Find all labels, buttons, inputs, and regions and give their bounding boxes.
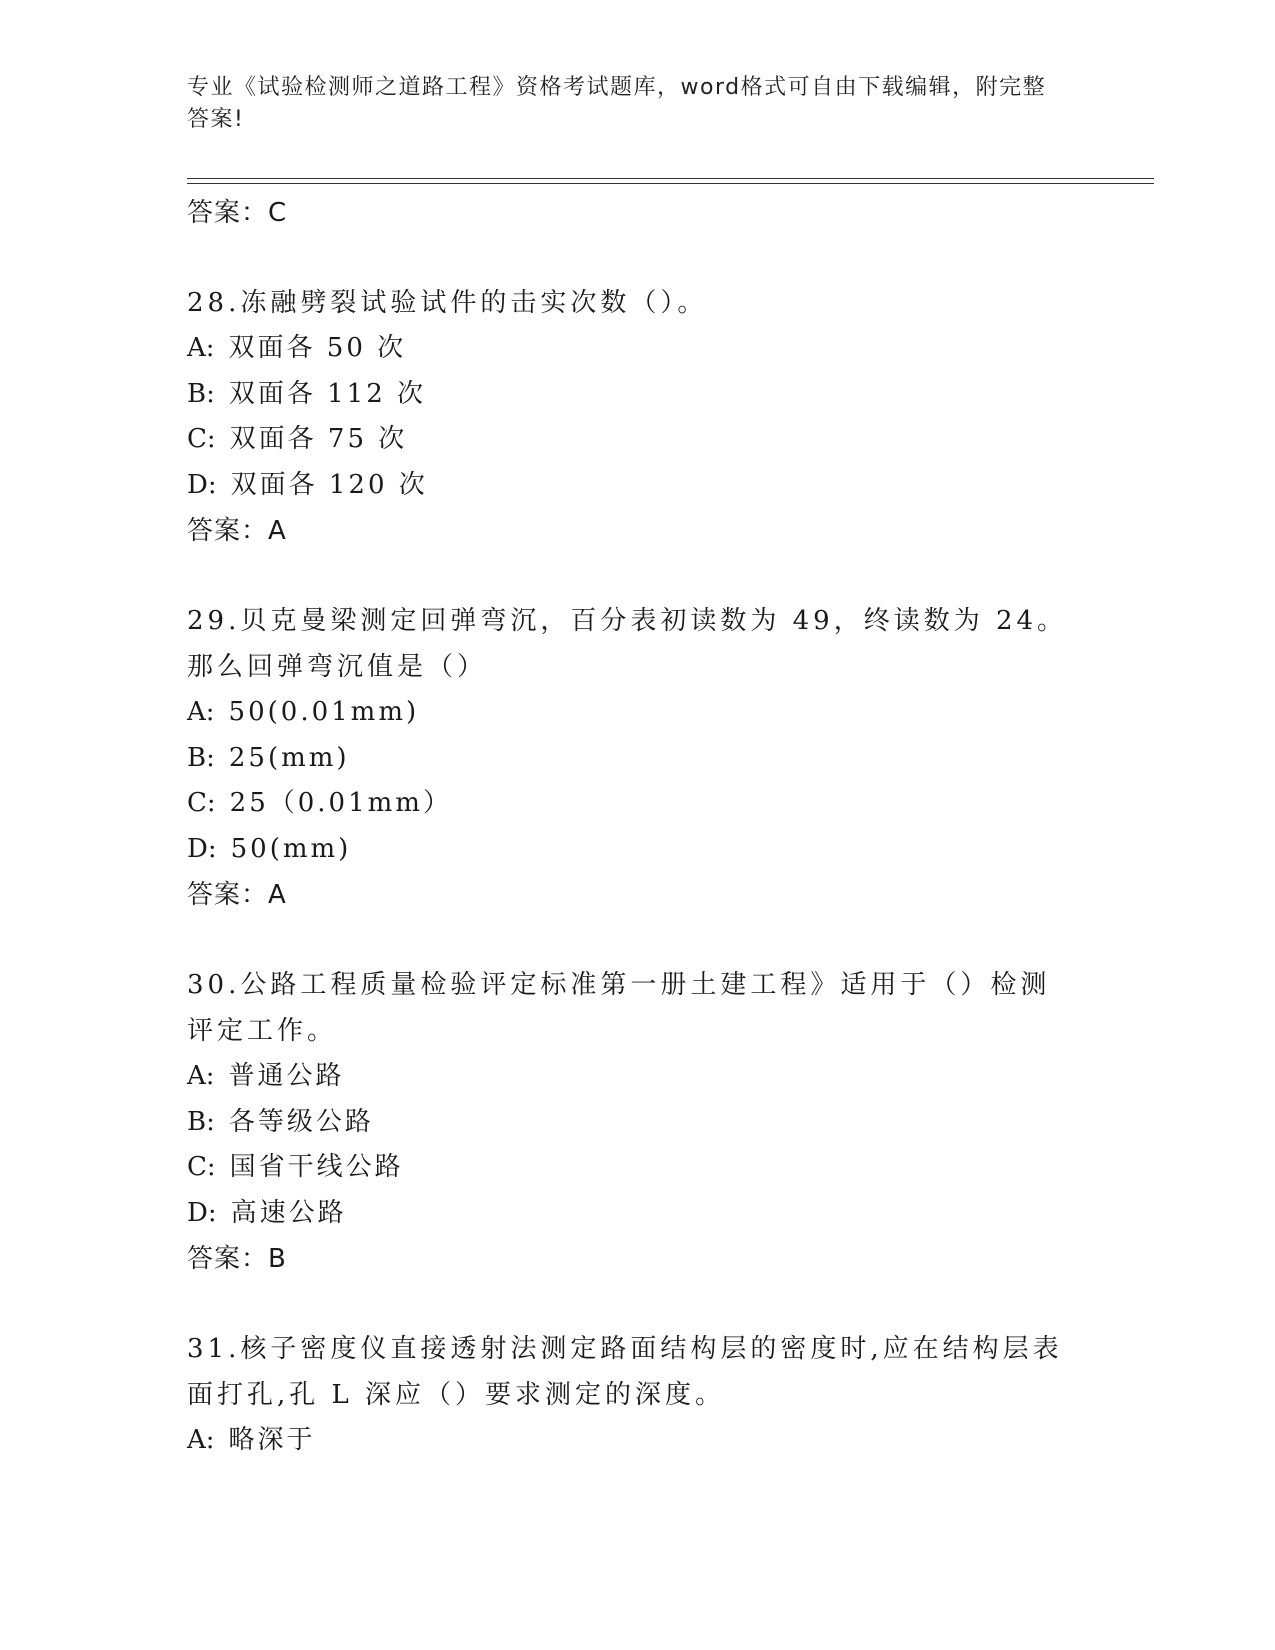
- answer-line: 答案：A: [187, 516, 287, 546]
- option-b: [187, 736, 1087, 782]
- option-text: 普通公路: [228, 1061, 345, 1091]
- question-block: [187, 1326, 1087, 1464]
- option-text: 50(mm): [230, 833, 352, 864]
- option-text: 25（0.01mm）: [229, 788, 452, 818]
- option-key: B:: [187, 1106, 215, 1137]
- answer-line: 答案：C: [187, 198, 288, 228]
- question-block: [187, 598, 1087, 918]
- option-d: [187, 463, 1087, 509]
- question-stem: 30.公路工程质量检验评定标准第一册土建工程》适用于（）检测评定工作。: [187, 970, 1051, 1046]
- option-b: [187, 1100, 1087, 1146]
- header-divider-line: [187, 178, 1154, 179]
- option-a: [187, 1418, 1087, 1464]
- option-text: 双面各 120 次: [230, 469, 428, 500]
- option-text: 25(mm): [228, 742, 350, 773]
- option-key: A:: [187, 1061, 215, 1091]
- option-text: 双面各 75 次: [229, 424, 408, 454]
- option-key: A:: [187, 333, 215, 363]
- option-text: 国省干线公路: [229, 1152, 404, 1182]
- option-key: D:: [187, 833, 217, 864]
- option-key: D:: [187, 469, 217, 500]
- option-key: B:: [187, 742, 215, 773]
- option-d: [187, 827, 1087, 873]
- document-header: 专业《试验检测师之道路工程》资格考试题库，word格式可自由下载编辑，附完整答案!: [187, 75, 1047, 132]
- option-text: 各等级公路: [228, 1106, 374, 1137]
- option-text: 略深于: [228, 1425, 316, 1455]
- option-text: 高速公路: [230, 1197, 347, 1228]
- answer-line: 答案：B: [187, 1244, 287, 1274]
- option-a: [187, 326, 1087, 372]
- question-block: [187, 962, 1087, 1282]
- option-text: 双面各 50 次: [228, 333, 407, 363]
- option-d: [187, 1191, 1087, 1237]
- question-stem: 29.贝克曼梁测定回弹弯沉，百分表初读数为 49，终读数为 24。那么回弹弯沉值是（）: [187, 606, 1068, 682]
- option-text: 50(0.01mm): [228, 697, 420, 727]
- option-c: [187, 781, 1087, 827]
- option-c: [187, 417, 1087, 463]
- question-block: [187, 280, 1087, 554]
- option-a: [187, 690, 1087, 736]
- option-a: [187, 1054, 1087, 1100]
- answer-line: 答案：A: [187, 880, 287, 910]
- option-key: B:: [187, 378, 215, 409]
- question-stem: 31.核子密度仪直接透射法测定路面结构层的密度时,应在结构层表面打孔,孔 L 深应（）要求测定的深度。: [187, 1334, 1063, 1410]
- option-key: C:: [187, 788, 216, 818]
- option-b: [187, 372, 1087, 418]
- option-text: 双面各 112 次: [228, 378, 427, 409]
- option-key: C:: [187, 424, 216, 454]
- header-divider-line-double: [187, 183, 1154, 184]
- option-key: D:: [187, 1197, 217, 1228]
- option-key: A:: [187, 1425, 215, 1455]
- question-stem: 28.冻融劈裂试验试件的击实次数（）。: [187, 288, 708, 318]
- option-key: A:: [187, 697, 215, 727]
- option-key: C:: [187, 1152, 216, 1182]
- option-c: [187, 1145, 1087, 1191]
- question-list: [187, 190, 1087, 1464]
